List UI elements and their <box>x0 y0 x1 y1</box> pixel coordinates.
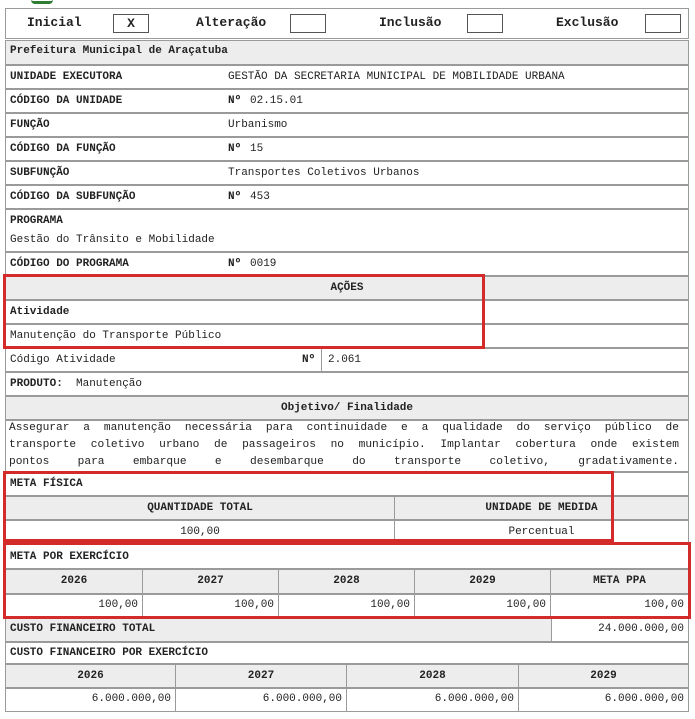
meta-fisica-un-label: UNIDADE DE MEDIDA <box>485 502 598 514</box>
objetivo-line-1: Assegurar a manutenção necessária para continuidade e a qualidade do serviço público de <box>9 422 679 434</box>
meta-fisica-title: META FÍSICA <box>10 478 83 490</box>
custo-exercicio-head-2026: 2026 <box>77 670 104 682</box>
meta-exercicio-head-2029: 2029 <box>469 575 496 587</box>
inclusao-label: Inclusão <box>379 15 442 30</box>
custo-exercicio-title: CUSTO FINANCEIRO POR EXERCÍCIO <box>10 647 209 659</box>
custo-exercicio-value-2029: 6.000.000,00 <box>604 693 684 705</box>
funcao-label: FUNÇÃO <box>10 119 50 131</box>
exclusao-checkbox[interactable] <box>645 14 681 33</box>
codigo-programa-value: 0019 <box>250 258 277 270</box>
inicial-label: Inicial <box>27 15 82 30</box>
acoes-tipo: Atividade <box>10 306 70 318</box>
codigo-atividade-label: Código Atividade <box>10 354 116 366</box>
custo-exercicio-value-2028: 6.000.000,00 <box>434 693 514 705</box>
alteracao-label: Alteração <box>196 15 267 30</box>
meta-exercicio-value-ppa: 100,00 <box>644 599 684 611</box>
codigo-subfuncao-label: CÓDIGO DA SUBFUNÇÃO <box>10 191 136 203</box>
meta-exercicio-value-2028: 100,00 <box>370 599 410 611</box>
meta-exercicio-title: META POR EXERCÍCIO <box>10 551 129 563</box>
codigo-subfuncao-prefix: Nº <box>228 191 242 203</box>
meta-exercicio-value-2027: 100,00 <box>234 599 274 611</box>
codigo-unidade-label: CÓDIGO DA UNIDADE <box>10 95 123 107</box>
acoes-tipo-row <box>5 300 689 324</box>
codigo-programa-prefix: Nº <box>228 258 242 270</box>
unidade-executora-label: UNIDADE EXECUTORA <box>10 71 123 83</box>
produto-value: Manutenção <box>76 378 143 390</box>
meta-fisica-qtd-value: 100,00 <box>180 526 220 538</box>
page-title: Prefeitura Municipal de Araçatuba <box>10 45 228 57</box>
inclusao-checkbox[interactable] <box>467 14 503 33</box>
funcao-value: Urbanismo <box>228 119 288 131</box>
objetivo-line-3: pontos para embarque e desembarque do transporte coletivo, gradativamente. <box>9 456 679 468</box>
meta-fisica-header <box>5 472 689 496</box>
acoes-descricao: Manutenção do Transporte Público <box>10 330 222 342</box>
meta-fisica-un-value: Percentual <box>508 526 575 538</box>
programa-label: PROGRAMA <box>10 215 63 227</box>
meta-fisica-qtd-label: QUANTIDADE TOTAL <box>147 502 253 514</box>
custo-exercicio-head-2029: 2029 <box>590 670 617 682</box>
codigo-programa-label: CÓDIGO DO PROGRAMA <box>10 258 129 270</box>
meta-exercicio-head-2028: 2028 <box>333 575 360 587</box>
acoes-title: AÇÕES <box>330 282 364 294</box>
meta-exercicio-head-2026: 2026 <box>60 575 88 587</box>
custo-exercicio-value-2026: 6.000.000,00 <box>91 693 171 705</box>
codigo-unidade-prefix: Nº <box>228 95 242 107</box>
codigo-funcao-value: 15 <box>250 143 264 155</box>
codigo-atividade-value: 2.061 <box>328 354 362 366</box>
codigo-funcao-prefix: Nº <box>228 143 242 155</box>
subfuncao-label: SUBFUNÇÃO <box>10 167 70 179</box>
codigo-atividade-prefix: Nº <box>302 354 316 366</box>
meta-exercicio-value-2029: 100,00 <box>506 599 546 611</box>
custo-exercicio-head-2027: 2027 <box>247 670 275 682</box>
codigo-atividade-divider <box>321 348 322 372</box>
custo-exercicio-head-2028: 2028 <box>419 670 446 682</box>
codigo-unidade-value: 02.15.01 <box>250 95 303 107</box>
codigo-subfuncao-value: 453 <box>250 191 270 203</box>
objetivo-title: Objetivo/ Finalidade <box>280 402 414 414</box>
alteracao-checkbox[interactable] <box>290 14 326 33</box>
meta-exercicio-head-2027: 2027 <box>197 575 224 587</box>
row-funcao <box>5 113 689 137</box>
custo-exercicio-value-2027: 6.000.000,00 <box>262 693 342 705</box>
logo-fragment <box>31 0 53 4</box>
meta-exercicio-head-ppa: META PPA <box>593 575 646 587</box>
exclusao-label: Exclusão <box>556 15 619 30</box>
custo-total-label: CUSTO FINANCEIRO TOTAL <box>10 623 156 635</box>
meta-exercicio-value-2026: 100,00 <box>98 599 138 611</box>
custo-total-value: 24.000.000,00 <box>598 623 684 635</box>
programa-value: Gestão do Trânsito e Mobilidade <box>10 234 215 246</box>
inicial-checkbox[interactable]: X <box>113 14 149 33</box>
subfuncao-value: Transportes Coletivos Urbanos <box>228 167 420 179</box>
produto-label: PRODUTO: <box>10 378 63 390</box>
unidade-executora-value: GESTÃO DA SECRETARIA MUNICIPAL DE MOBILIDADE URBANA <box>228 71 565 83</box>
codigo-funcao-label: CÓDIGO DA FUNÇÃO <box>10 143 116 155</box>
objetivo-line-2: transporte coletivo urbano de passageiros no município. Implantar cobertura onde existem <box>9 439 679 451</box>
